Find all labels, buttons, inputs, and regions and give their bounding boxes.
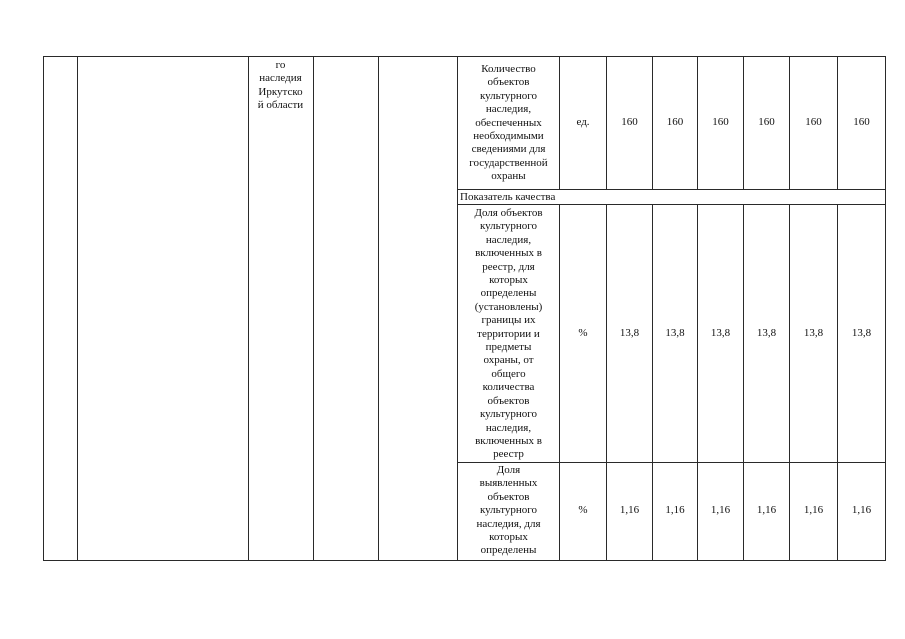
- value-cell: 1,16: [851, 504, 872, 516]
- value-cell: 1,16: [710, 504, 731, 516]
- value-cell: 13,8: [851, 327, 872, 339]
- value-cell: 13,8: [619, 327, 640, 339]
- value-cell: 160: [666, 116, 684, 128]
- value-cell: 160: [621, 116, 638, 128]
- value-cell: 160: [712, 116, 729, 128]
- value-cell: 13,8: [803, 327, 824, 339]
- col-border-3: [248, 56, 249, 561]
- unit-cell: %: [578, 327, 588, 339]
- value-cell: 13,8: [710, 327, 731, 339]
- table-top-border: [43, 56, 886, 57]
- value-cell: 1,16: [619, 504, 640, 516]
- value-cell: 1,16: [803, 504, 824, 516]
- col-border-right: [885, 56, 886, 561]
- value-cell: 160: [853, 116, 870, 128]
- col-border-4: [313, 56, 314, 561]
- section-header: Показатель качества: [460, 191, 556, 203]
- value-cell: 13,8: [665, 327, 685, 339]
- row-divider-third: [457, 462, 886, 463]
- value-cell: 1,16: [756, 504, 777, 516]
- col3-text: го наследия Иркутско й области: [257, 59, 304, 112]
- col-border-1: [43, 56, 44, 561]
- indicator-cell: Доля объектов культурного наследия, включенных в реестр, для которых определены (установлены) границы их территории и предметы охраны, от общего количества объектов культурного наследия, включенных в реестр: [474, 207, 543, 461]
- value-cell: 1,16: [665, 504, 685, 516]
- value-cell: 160: [758, 116, 775, 128]
- value-cell: 13,8: [756, 327, 777, 339]
- col-border-2: [77, 56, 78, 561]
- row-divider-section-header-top: [457, 189, 886, 190]
- value-cell: 160: [805, 116, 822, 128]
- indicator-cell: Доля выявленных объектов культурного наследия, для которых определены: [476, 464, 541, 557]
- unit-cell: %: [578, 504, 588, 516]
- col-border-5: [378, 56, 379, 561]
- unit-cell: ед.: [576, 116, 590, 128]
- table-bottom-border: [43, 560, 886, 561]
- indicator-cell: Количество объектов культурного наследия, обеспеченных необходимыми сведениями для государственной охраны: [469, 63, 548, 183]
